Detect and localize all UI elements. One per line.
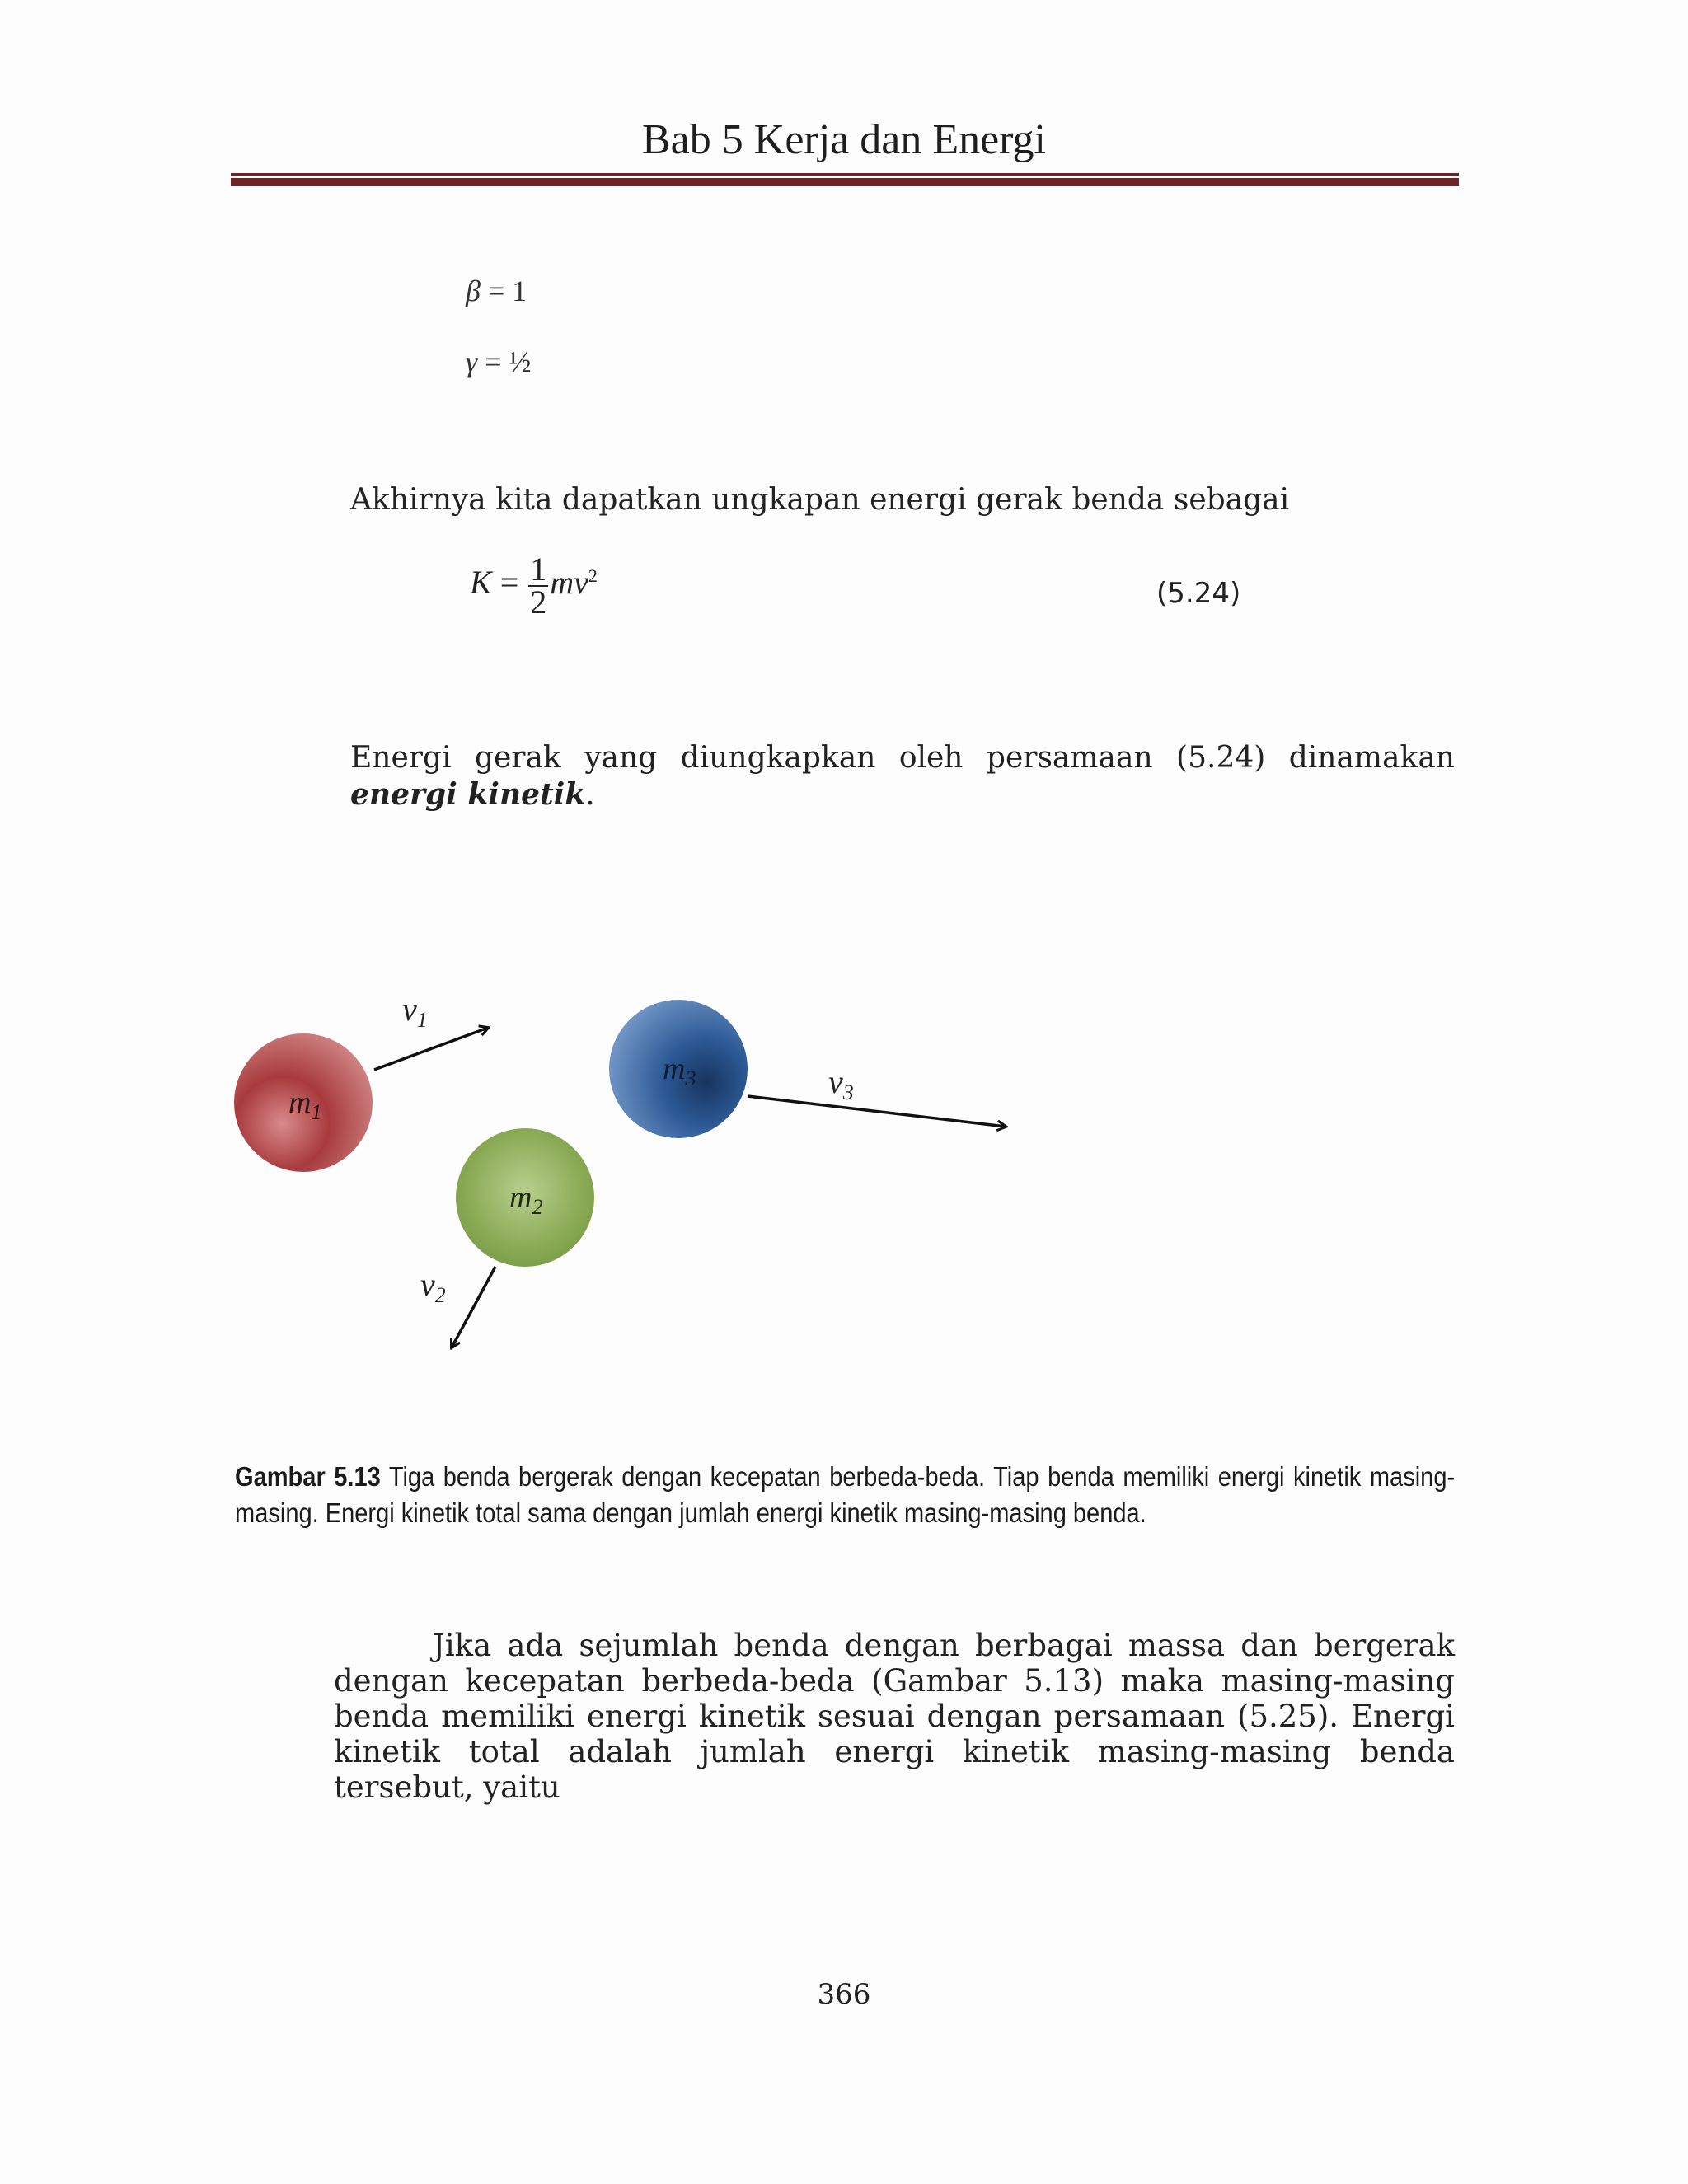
eq-fraction [528,551,548,621]
paragraph-intro: Akhirnya kita dapatkan ungkapan energi gerak benda sebagai [350,483,1290,517]
equation-number: (5.24) [1156,577,1241,610]
arrow-v1 [374,1028,488,1070]
body-paragraph [334,1628,1455,1805]
eq-rhs: mv [550,564,588,602]
equation-kinetic-energy [470,551,598,621]
label-v1: $v_1$ [402,991,428,1032]
eq-exponent: 2 [588,565,598,586]
equation-beta [466,274,527,308]
gamma-symbol: γ [466,345,478,378]
caption-text: Tiga benda bergerak dengan kecepatan berbeda-beda. Tiap benda memiliki energi kinetik masing-masing. Energi kinetik total sama dengan jumlah energi kinetik masing-masing benda. [235,1461,1456,1528]
header-rule-thick [231,178,1459,186]
figure-caption [235,1459,1455,1531]
beta-value: = 1 [487,274,528,307]
page-number: 366 [817,1978,871,2011]
paragraph-kinetic-definition [350,740,1455,813]
eq-lhs: K [470,564,492,602]
page-header-title: Bab 5 Kerja dan Energi [642,116,1046,163]
eq-equals: = [499,564,519,602]
label-m3: $m_3$ [663,1052,696,1090]
para2-end: . [585,778,595,812]
equation-gamma [466,344,532,379]
header-rule-thin [231,173,1459,176]
label-v3: $v_3$ [828,1063,854,1104]
beta-symbol: β [466,274,481,307]
arrow-v2 [452,1267,495,1347]
caption-label: Gambar 5.13 [235,1461,381,1492]
eq-denominator: 2 [530,583,547,621]
para2-text: Energi gerak yang diungkapkan oleh persamaan (5.24) dinamakan [350,741,1455,775]
eq-numerator: 1 [530,551,547,588]
arrow-v3 [748,1096,1006,1127]
label-m1: $m_1$ [288,1085,322,1124]
para2-term: energi kinetik [350,777,586,812]
label-v2: $v_2$ [420,1266,446,1307]
body-paragraph-text: Jika ada sejumlah benda dengan berbagai massa dan bergerak dengan kecepatan berbeda-beda (Gambar 5.13) maka masing-masing benda memiliki energi kinetik sesuai dengan persamaan (5.25). Energi kinetik total adalah jumlah energi kinetik masing-masing benda tersebut, yaitu [334,1628,1455,1805]
gamma-value: = ½ [485,345,532,378]
figure-three-bodies [223,972,1096,1368]
label-m2: $m_2$ [509,1180,543,1219]
